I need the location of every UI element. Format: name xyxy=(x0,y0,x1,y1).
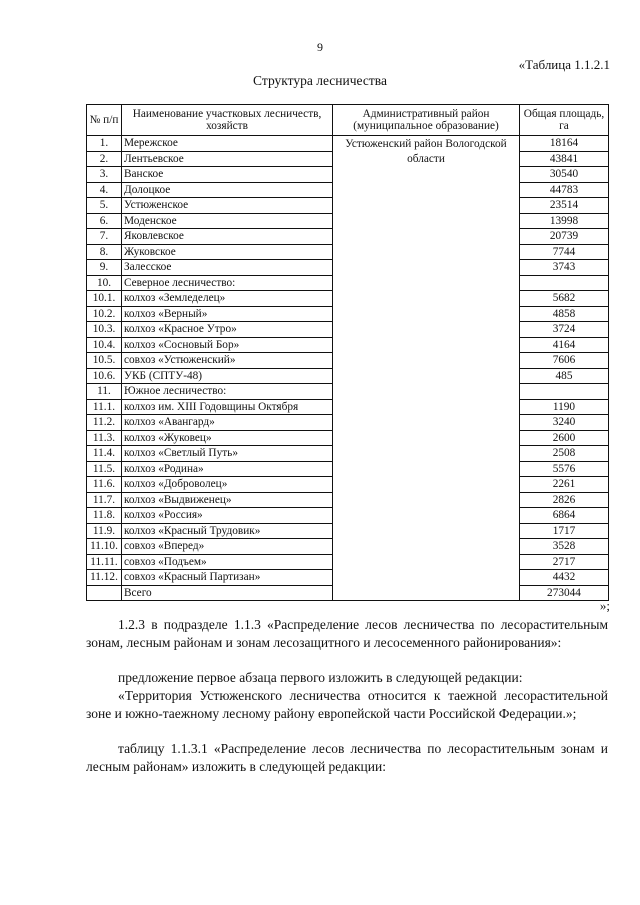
paragraph-table-edit: таблицу 1.1.3.1 «Распределение лесов лесничества по лесорастительным зонам и лесным районам» изложить в следующей редакции: xyxy=(86,741,608,774)
col-header-area: Общая площадь, га xyxy=(520,105,609,136)
paragraph-sentence-edit: предложение первое абзаца первого изложить в следующей редакции: xyxy=(118,670,523,685)
row-area: 20739 xyxy=(520,229,609,245)
row-number: 10.5. xyxy=(87,353,122,369)
row-area: 2600 xyxy=(520,430,609,446)
row-area: 7606 xyxy=(520,353,609,369)
row-number: 11.7. xyxy=(87,492,122,508)
row-name: Устюженское xyxy=(122,198,333,214)
row-number: 10. xyxy=(87,275,122,291)
row-number: 4. xyxy=(87,182,122,198)
row-name: колхоз «Сосновый Бор» xyxy=(122,337,333,353)
page-number: 9 xyxy=(317,40,323,54)
row-number: 11.8. xyxy=(87,508,122,524)
row-number: 11.4. xyxy=(87,446,122,462)
table-label: «Таблица 1.1.2.1 xyxy=(518,57,610,72)
row-name: колхоз «Авангард» xyxy=(122,415,333,431)
row-area: 30540 xyxy=(520,167,609,183)
row-number: 8. xyxy=(87,244,122,260)
row-name: Всего xyxy=(122,585,333,601)
row-name: Южное лесничество: xyxy=(122,384,333,400)
row-name: колхоз «Выдвиженец» xyxy=(122,492,333,508)
table-title: Структура лесничества xyxy=(253,73,387,88)
row-area: 6864 xyxy=(520,508,609,524)
row-number: 11.5. xyxy=(87,461,122,477)
row-number: 2. xyxy=(87,151,122,167)
row-name: Жуковское xyxy=(122,244,333,260)
row-number xyxy=(87,585,122,601)
row-name: колхоз «Россия» xyxy=(122,508,333,524)
row-name: колхоз «Земледелец» xyxy=(122,291,333,307)
row-name: совхоз «Подъем» xyxy=(122,554,333,570)
row-name: колхоз «Доброволец» xyxy=(122,477,333,493)
row-name: Яковлевское xyxy=(122,229,333,245)
row-area: 18164 xyxy=(520,136,609,152)
row-name: колхоз «Родина» xyxy=(122,461,333,477)
quote-closing: »; xyxy=(599,598,610,613)
row-name: Мережское xyxy=(122,136,333,152)
row-area: 3528 xyxy=(520,539,609,555)
row-name: УКБ (СПТУ-48) xyxy=(122,368,333,384)
row-name: колхоз им. XIII Годовщины Октября xyxy=(122,399,333,415)
row-name: совхоз «Красный Партизан» xyxy=(122,570,333,586)
row-name: колхоз «Красное Утро» xyxy=(122,322,333,338)
row-area: 43841 xyxy=(520,151,609,167)
row-number: 1. xyxy=(87,136,122,152)
paragraph-1-2-3: 1.2.3 в подразделе 1.1.3 «Распределение лесов лесничества по лесорастительным зонам, лесным районам и зонам лесозащитного и лесосеменного районирования»: xyxy=(86,617,608,650)
table-header-row xyxy=(87,105,609,136)
row-name: совхоз «Вперед» xyxy=(122,539,333,555)
row-area: 23514 xyxy=(520,198,609,214)
row-number: 6. xyxy=(87,213,122,229)
row-area: 4858 xyxy=(520,306,609,322)
row-area: 4432 xyxy=(520,570,609,586)
row-number: 10.1. xyxy=(87,291,122,307)
row-number: 10.3. xyxy=(87,322,122,338)
row-area: 2508 xyxy=(520,446,609,462)
row-area: 1717 xyxy=(520,523,609,539)
row-name: Лентьевское xyxy=(122,151,333,167)
row-number: 11.10. xyxy=(87,539,122,555)
row-area: 5576 xyxy=(520,461,609,477)
row-name: колхоз «Жуковец» xyxy=(122,430,333,446)
col-header-admin: Административный район (муниципальное образование) xyxy=(333,105,520,136)
paragraph-territory-quote: «Территория Устюженского лесничества относится к таежной лесорастительной зоне и южно-таежному лесному району европейской части Российской Федерации.»; xyxy=(86,688,608,721)
row-area: 3724 xyxy=(520,322,609,338)
row-area: 7744 xyxy=(520,244,609,260)
row-name: колхоз «Красный Трудовик» xyxy=(122,523,333,539)
col-header-name: Наименование участковых лесничеств, хозяйств xyxy=(122,105,333,136)
row-area: 485 xyxy=(520,368,609,384)
row-name: совхоз «Устюженский» xyxy=(122,353,333,369)
row-area: 2826 xyxy=(520,492,609,508)
row-area: 2717 xyxy=(520,554,609,570)
row-area xyxy=(520,384,609,400)
table-body xyxy=(87,136,609,601)
row-number: 11.9. xyxy=(87,523,122,539)
row-name: Северное лесничество: xyxy=(122,275,333,291)
row-area: 5682 xyxy=(520,291,609,307)
row-area: 2261 xyxy=(520,477,609,493)
row-number: 3. xyxy=(87,167,122,183)
row-area: 3743 xyxy=(520,260,609,276)
row-number: 10.6. xyxy=(87,368,122,384)
row-name: Ванское xyxy=(122,167,333,183)
row-area: 44783 xyxy=(520,182,609,198)
row-number: 11.2. xyxy=(87,415,122,431)
row-area xyxy=(520,275,609,291)
row-area: 4164 xyxy=(520,337,609,353)
row-area: 3240 xyxy=(520,415,609,431)
row-area: 13998 xyxy=(520,213,609,229)
row-area: 1190 xyxy=(520,399,609,415)
admin-region-cell: Устюженский район Вологодской области xyxy=(333,136,520,601)
col-header-number: № п/п xyxy=(87,105,122,136)
row-number: 9. xyxy=(87,260,122,276)
row-number: 11.11. xyxy=(87,554,122,570)
row-name: Моденское xyxy=(122,213,333,229)
row-area: 273044 xyxy=(520,585,609,601)
row-name: Залесское xyxy=(122,260,333,276)
row-number: 11.6. xyxy=(87,477,122,493)
row-number: 7. xyxy=(87,229,122,245)
row-name: Долоцкое xyxy=(122,182,333,198)
row-number: 10.2. xyxy=(87,306,122,322)
row-number: 11. xyxy=(87,384,122,400)
row-number: 5. xyxy=(87,198,122,214)
row-number: 11.12. xyxy=(87,570,122,586)
row-name: колхоз «Верный» xyxy=(122,306,333,322)
row-number: 10.4. xyxy=(87,337,122,353)
row-number: 11.1. xyxy=(87,399,122,415)
table-row xyxy=(87,136,609,152)
forestry-structure-table xyxy=(86,104,609,601)
row-number: 11.3. xyxy=(87,430,122,446)
row-name: колхоз «Светлый Путь» xyxy=(122,446,333,462)
